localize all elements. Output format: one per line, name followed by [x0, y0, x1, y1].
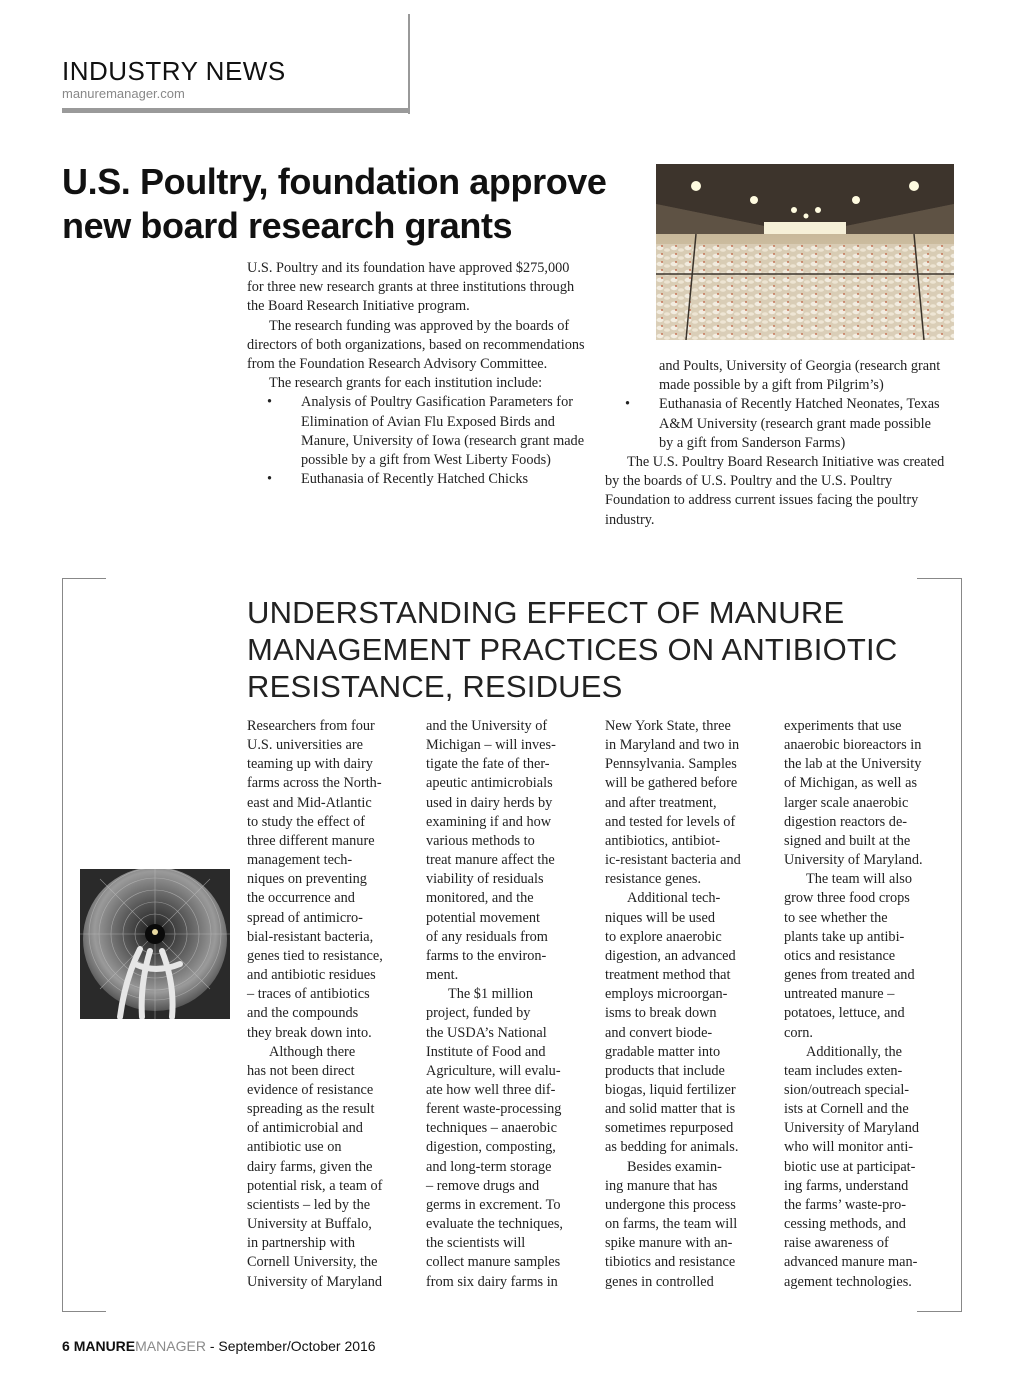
- column-line: will be gathered before: [605, 775, 738, 792]
- column-line: ing manure that has: [605, 1177, 718, 1194]
- column-line: farms across the North-: [247, 775, 382, 792]
- column-line: examining if and how: [426, 813, 552, 830]
- header-horizontal-rule: [62, 108, 410, 113]
- column-line: – traces of antibiotics: [247, 986, 370, 1003]
- page-footer: [62, 1338, 376, 1354]
- magazine-name-bold: MANURE: [73, 1338, 136, 1354]
- article1-paragraph: The research funding was approved by the boards of directors of both organizations, based on recommendations from the Foundation Research Advisory Committee.: [247, 317, 585, 373]
- column-line: used in dairy herds by: [426, 794, 553, 811]
- bullet-text: Analysis of Poultry Gasification Parameters for Elimination of Avian Flu Exposed Birds and Manure, University of Iowa (research grant made possible by a gift from West Liberty Foods): [301, 394, 585, 469]
- article1-column-2: [605, 357, 945, 530]
- column-line: grow three food crops: [784, 890, 910, 907]
- article1-paragraph: The research grants for each institution include:: [269, 375, 543, 392]
- column-line: the farms’ waste-pro-: [784, 1196, 906, 1213]
- column-line: who will monitor anti-: [784, 1139, 914, 1156]
- column-line: Michigan – will inves-: [426, 737, 556, 754]
- column-line: scientists – led by the: [247, 1196, 371, 1213]
- frame-corner: [917, 578, 961, 579]
- article2-column-4: [784, 717, 944, 1292]
- column-line: spreading as the result: [247, 1101, 375, 1118]
- frame-corner: [917, 1311, 961, 1312]
- column-line: to see whether the: [784, 909, 888, 926]
- column-line: potential risk, a team of: [247, 1177, 383, 1194]
- column-line: of Michigan, as well as: [784, 775, 918, 792]
- column-line: treatment method that: [605, 967, 731, 984]
- column-line: teaming up with dairy: [247, 756, 373, 773]
- bullet-icon: •: [625, 396, 631, 413]
- digester-tank-photo: [80, 869, 230, 1019]
- column-line: bial-resistant bacteria,: [247, 928, 374, 945]
- column-line: collect manure samples: [426, 1254, 561, 1271]
- header-vertical-rule: [408, 14, 410, 114]
- frame-right-rule: [961, 578, 962, 1312]
- column-line: otics and resistance: [784, 947, 896, 964]
- column-line: digestion, composting,: [426, 1139, 556, 1156]
- column-line: the scientists will: [426, 1235, 526, 1252]
- column-line: farms to the environ-: [426, 947, 547, 964]
- poultry-house-photo: [656, 164, 954, 340]
- column-line: evaluate the techniques,: [426, 1216, 563, 1233]
- column-line: U.S. universities are: [247, 737, 363, 754]
- column-line: and tested for levels of: [605, 813, 736, 830]
- column-line: University of Maryland: [247, 1273, 382, 1290]
- column-line: tibiotics and resistance: [605, 1254, 736, 1271]
- bullet-icon: •: [267, 394, 273, 411]
- column-line: sion/outreach special-: [784, 1081, 910, 1098]
- column-line: potatoes, lettuce, and: [784, 1005, 905, 1022]
- column-line: genes in controlled: [605, 1273, 714, 1290]
- column-line: products that include: [605, 1062, 725, 1079]
- column-line: genes from treated and: [784, 967, 915, 984]
- section-title: INDUSTRY NEWS: [62, 56, 286, 86]
- column-line: to explore anaerobic: [605, 928, 722, 945]
- column-line: on farms, the team will: [605, 1216, 738, 1233]
- column-line: anaerobic bioreactors in: [784, 737, 922, 754]
- issue-date: - September/October 2016: [209, 1338, 376, 1354]
- column-line: advanced manure man-: [784, 1254, 918, 1271]
- article1-headline: U.S. Poultry, foundation approve new board research grants: [62, 161, 607, 246]
- column-line: ists at Cornell and the: [784, 1101, 909, 1118]
- column-line: undergone this process: [605, 1196, 736, 1213]
- column-line: cessing methods, and: [784, 1216, 906, 1233]
- column-line: niques will be used: [605, 909, 715, 926]
- column-line: antibiotics, antibiot-: [605, 832, 721, 849]
- column-line: techniques – anaerobic: [426, 1120, 557, 1137]
- column-line: raise awareness of: [784, 1235, 889, 1252]
- column-line: viability of residuals: [426, 871, 544, 888]
- column-line: University of Maryland: [784, 1120, 919, 1137]
- column-line: niques on preventing: [247, 871, 367, 888]
- column-line: spike manure with an-: [605, 1235, 733, 1252]
- column-line: ate how well three dif-: [426, 1081, 556, 1098]
- article2-column-3: [605, 717, 765, 1292]
- page-number: 6: [62, 1338, 70, 1354]
- column-line: and the compounds: [247, 1005, 359, 1022]
- column-line: apeutic antimicrobials: [426, 775, 553, 792]
- column-line: Additional tech-: [627, 890, 721, 907]
- column-line: untreated manure –: [784, 986, 895, 1003]
- column-line: and the University of: [426, 718, 548, 734]
- column-line: biotic use at participat-: [784, 1158, 916, 1175]
- column-line: University at Buffalo,: [247, 1216, 372, 1233]
- column-line: germs in excrement. To: [426, 1196, 561, 1213]
- column-line: The $1 million: [448, 986, 533, 1003]
- bullet-text: Euthanasia of Recently Hatched Neonates, Texas A&M University (research grant made possible by a gift from Sanderson Farms): [659, 396, 940, 451]
- column-line: ferent waste-processing: [426, 1101, 562, 1118]
- column-line: experiments that use: [784, 718, 902, 734]
- column-line: dairy farms, given the: [247, 1158, 373, 1175]
- column-line: potential movement: [426, 909, 540, 926]
- column-line: digestion, an advanced: [605, 947, 736, 964]
- article1-bullet: [605, 395, 945, 453]
- column-line: evidence of resistance: [247, 1081, 374, 1098]
- column-line: Although there: [269, 1043, 356, 1060]
- article1-paragraph: U.S. Poultry and its foundation have approved $275,000 for three new research grants at three institutions through the Board Research Initiative program.: [247, 260, 575, 315]
- article1-paragraph: The U.S. Poultry Board Research Initiative was created by the boards of U.S. Poultry and the U.S. Poultry Foundation to address current issues facing the poultry industry.: [605, 454, 945, 528]
- column-line: team includes exten-: [784, 1062, 903, 1079]
- column-line: and antibiotic residues: [247, 967, 376, 984]
- column-line: ing farms, understand: [784, 1177, 909, 1194]
- frame-corner: [62, 578, 106, 579]
- column-line: biogas, liquid fertilizer: [605, 1081, 736, 1098]
- article1-bullet-continuation: and Poults, University of Georgia (research grant made possible by a gift from Pilgrim’s): [659, 358, 941, 394]
- column-line: antibiotic use on: [247, 1139, 342, 1156]
- column-line: the USDA’s National: [426, 1024, 547, 1041]
- column-line: the occurrence and: [247, 890, 355, 907]
- column-line: and convert biode-: [605, 1024, 713, 1041]
- article1-bullet: [247, 470, 587, 489]
- bullet-text: Euthanasia of Recently Hatched Chicks: [301, 471, 529, 488]
- column-line: of any residuals from: [426, 928, 548, 945]
- column-line: Cornell University, the: [247, 1254, 378, 1271]
- frame-corner: [62, 1311, 106, 1312]
- column-line: and solid matter that is: [605, 1101, 736, 1118]
- column-line: Pennsylvania. Samples: [605, 756, 737, 773]
- column-line: gradable matter into: [605, 1043, 721, 1060]
- article1-bullet: [247, 393, 587, 470]
- column-line: corn.: [784, 1024, 813, 1041]
- magazine-name-light: MANAGER: [135, 1338, 206, 1354]
- column-line: monitored, and the: [426, 890, 534, 907]
- column-line: resistance genes.: [605, 871, 702, 888]
- section-header: [62, 56, 410, 112]
- article2-column-1: [247, 717, 407, 1292]
- column-line: genes tied to resistance,: [247, 947, 383, 964]
- column-line: Researchers from four: [247, 718, 375, 734]
- column-line: larger scale anaerobic: [784, 794, 909, 811]
- column-line: tigate the fate of ther-: [426, 756, 550, 773]
- column-line: and long-term storage: [426, 1158, 552, 1175]
- column-line: the lab at the University: [784, 756, 922, 773]
- column-line: in partnership with: [247, 1235, 356, 1252]
- column-line: employs microorgan-: [605, 986, 728, 1003]
- column-line: they break down into.: [247, 1024, 372, 1041]
- column-line: treat manure affect the: [426, 852, 555, 869]
- column-line: digestion reactors de-: [784, 813, 908, 830]
- column-line: has not been direct: [247, 1062, 355, 1079]
- column-line: and after treatment,: [605, 794, 717, 811]
- column-line: in Maryland and two in: [605, 737, 740, 754]
- column-line: New York State, three: [605, 718, 731, 734]
- column-line: management tech-: [247, 852, 353, 869]
- column-line: The team will also: [806, 871, 913, 888]
- column-line: ic-resistant bacteria and: [605, 852, 741, 869]
- column-line: project, funded by: [426, 1005, 531, 1022]
- column-line: Agriculture, will evalu-: [426, 1062, 561, 1079]
- column-line: of antimicrobial and: [247, 1120, 363, 1137]
- column-line: Institute of Food and: [426, 1043, 546, 1060]
- article2-column-2: [426, 717, 586, 1292]
- column-line: as bedding for animals.: [605, 1139, 739, 1156]
- article2-headline: UNDERSTANDING EFFECT OF MANURE MANAGEMENT PRACTICES ON ANTIBIOTIC RESISTANCE, RESIDUES: [247, 595, 898, 704]
- column-line: spread of antimicro-: [247, 909, 363, 926]
- bullet-icon: •: [267, 471, 273, 488]
- column-line: from six dairy farms in: [426, 1273, 558, 1290]
- column-line: plants take up antibi-: [784, 928, 905, 945]
- column-line: various methods to: [426, 832, 535, 849]
- frame-left-rule: [62, 578, 63, 1312]
- column-line: three different manure: [247, 832, 375, 849]
- column-line: signed and built at the: [784, 832, 911, 849]
- column-line: east and Mid-Atlantic: [247, 794, 372, 811]
- column-line: ment.: [426, 967, 459, 984]
- column-line: Besides examin-: [627, 1158, 722, 1175]
- poultry-house-illustration: [656, 164, 954, 340]
- column-line: – remove drugs and: [426, 1177, 540, 1194]
- column-line: isms to break down: [605, 1005, 717, 1022]
- site-url[interactable]: manuremanager.com: [62, 86, 185, 101]
- column-line: to study the effect of: [247, 813, 366, 830]
- column-line: University of Maryland.: [784, 852, 923, 869]
- column-line: sometimes repurposed: [605, 1120, 734, 1137]
- column-line: agement technologies.: [784, 1273, 912, 1290]
- column-line: Additionally, the: [806, 1043, 902, 1060]
- article1-column-1: [247, 259, 587, 489]
- digester-tank-illustration: [80, 869, 230, 1019]
